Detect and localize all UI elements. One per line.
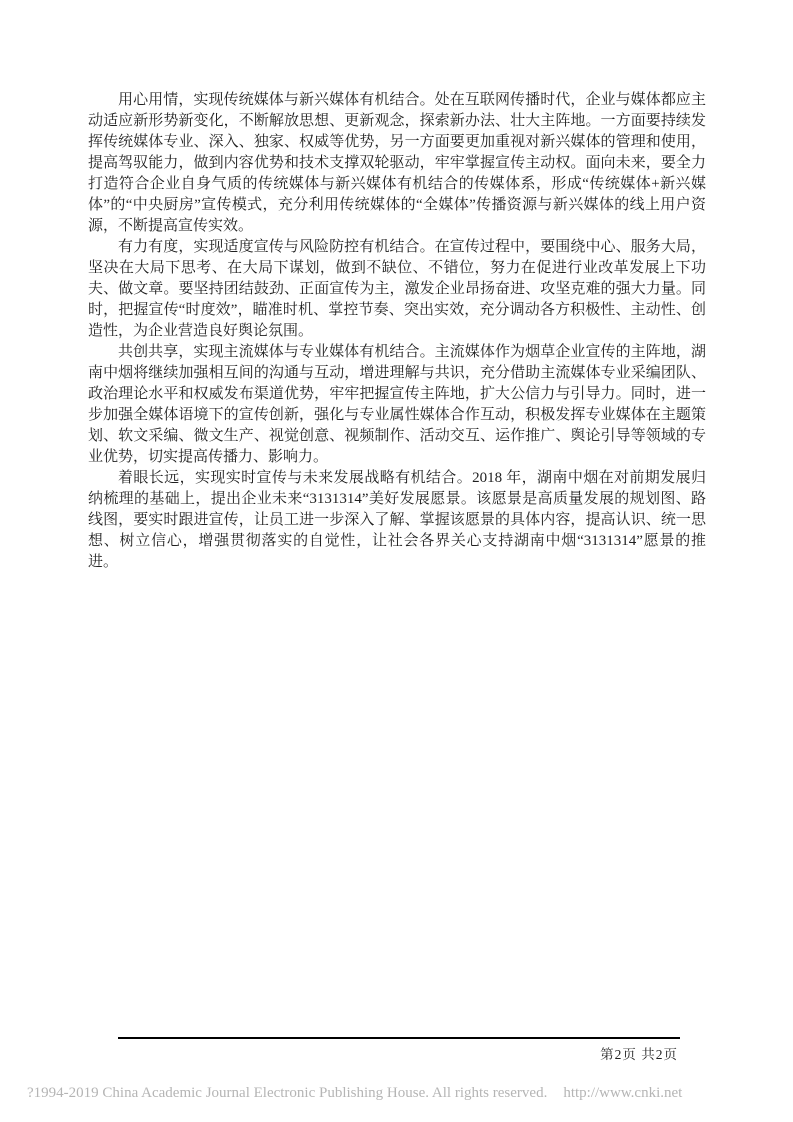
- document-body: [88, 90, 706, 573]
- paragraph-2: 有力有度，实现适度宣传与风险防控有机结合。在宣传过程中，要围绕中心、服务大局，坚决在大局下思考、在大局下谋划，做到不缺位、不错位，努力在促进行业改革发展上下功夫、做文章。要坚持团结鼓劲、正面宣传为主，激发企业昂扬奋进、攻坚克难的强大力量。同时，把握宣传“时度效”，瞄准时机、掌控节奏、突出实效，充分调动各方积极性、主动性、创造性，为企业营造良好舆论氛围。: [88, 239, 706, 339]
- copyright-url: http://www.cnki.net: [563, 1085, 683, 1101]
- copyright-publisher: ?1994-2019 China Academic Journal Electronic Publishing House. All rights reserved.: [27, 1085, 548, 1101]
- paragraph-3: 共创共享，实现主流媒体与专业媒体有机结合。主流媒体作为烟草企业宣传的主阵地，湖南中烟将继续加强相互间的沟通与互动，增进理解与共识，充分借助主流媒体专业采编团队、政治理论水平和权威发布渠道优势，牢牢把握宣传主阵地，扩大公信力与引导力。同时，进一步加强全媒体语境下的宣传创新，强化与专业属性媒体合作互动，积极发挥专业媒体在主题策划、软文采编、微文生产、视觉创意、视频制作、活动交互、运作推广、舆论引导等领域的专业优势，切实提高传播力、影响力。: [88, 344, 706, 465]
- footer-divider: [118, 1037, 680, 1039]
- paragraph-1: 用心用情，实现传统媒体与新兴媒体有机结合。处在互联网传播时代，企业与媒体都应主动适应新形势新变化，不断解放思想、更新观念，探索新办法、壮大主阵地。一方面要持续发挥传统媒体专业、深入、独家、权威等优势，另一方面要更加重视对新兴媒体的管理和使用，提高驾驭能力，做到内容优势和技术支撑双轮驱动，牢牢掌握宣传主动权。面向未来，要全力打造符合企业自身气质的传统媒体与新兴媒体有机结合的传媒体系，形成“传统媒体+新兴媒体”的“中央厨房”宣传模式，充分利用传统媒体的“全媒体”传播资源与新兴媒体的线上用户资源，不断提高宣传实效。: [88, 92, 706, 234]
- paragraph-4: 着眼长远，实现实时宣传与未来发展战略有机结合。2018 年，湖南中烟在对前期发展归纳梳理的基础上，提出企业未来“3131314”美好发展愿景。该愿景是高质量发展的规划图、路线图，要实时跟进宣传，让员工进一步深入了解、掌握该愿景的具体内容，提高认识、统一思想、树立信心，增强贯彻落实的自觉性，让社会各界关心支持湖南中烟“3131314”愿景的推进。: [88, 470, 706, 570]
- copyright-line: [27, 1085, 682, 1102]
- page-number: 第2页 共2页: [600, 1047, 678, 1062]
